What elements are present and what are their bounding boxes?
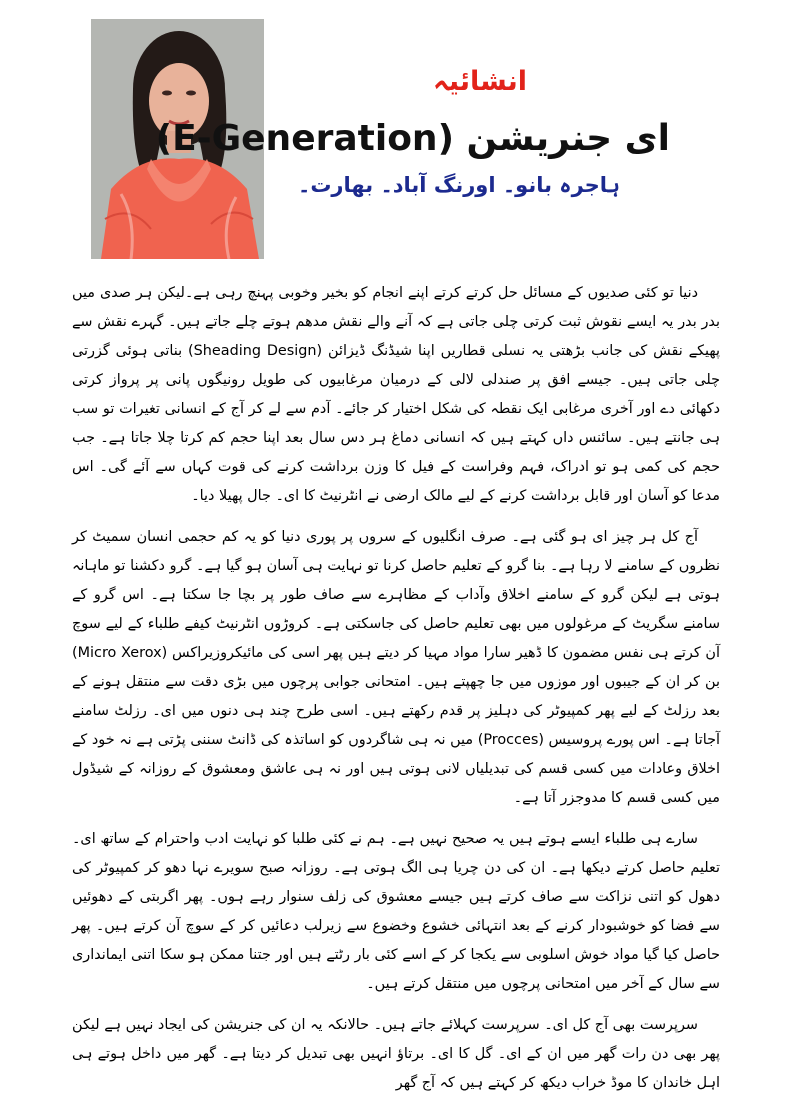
article-paragraph: دنیا تو کئی صدیوں کے مسائل حل کرتے کرتے اپنے انجام کو بخیر وخوبی پہنچ رہی ہے۔لیکن ہر صدی میں بدر بدر یہ ایسے نقوش ثبت کرتی چلی جاتی ہے کہ آنے والے نقش مدھم ہوتے چلے جاتے ہیں۔ گہرے نقش سے پھیکے نقش کی جانب بڑھتی یہ نسلی قطاریں اپنا شیڈنگ ڈیزائن (Sheading Design) بناتی ہوئی گزرتی چلی جاتی ہیں۔ جیسے افق پر صندلی لالی کے درمیان مرغابیوں کی طویل رونیگوں پانی پر پرواز کرتی دکھائی دے اور آخری مرغابی ایک نقطہ کی شکل اختیار کر جائے۔ آدم سے لے کر آج کے انسانی تغیرات تو سب ہی جانتے ہیں۔ سائنس داں کہتے ہیں کہ انسانی دماغ ہر دس سال بعد اپنا حجم کم کرتا چلا جاتا ہے۔ جب حجم کی کمی ہو تو ادراک، فہم وفراست کے فیل کا وزن برداشت کرنے کی قوت کہاں سے آئے گی۔ اس مدعا کو آسان اور قابل برداشت کرنے کے لیے مالک ارضی نے انٹرنیٹ کا ای۔ جال پھیلا دیا۔ — [72, 285, 720, 504]
author-byline: ہاجرہ بانو۔ اورنگ آباد۔ بھارت۔ — [298, 173, 620, 197]
article-paragraph: سارے ہی طلباء ایسے ہوتے ہیں یہ صحیح نہیں ہے۔ ہم نے کئی طلبا کو نہایت ادب واحترام کے ساتھ ای۔ تعلیم حاصل کرتے دیکھا ہے۔ ان کی دن چریا ہی الگ ہوتی ہے۔ روزانہ صبح سویرے نہا دھو کر کمپیوٹر کی دھول کو اتنی نزاکت سے صاف کرتے ہیں جیسے معشوق کی زلف سنوار رہے ہوں۔ پھر اگربتی کے دھوئیں سے فضا کو خوشبودار کرنے کے بعد انتہائی خشوع وخضوع سے زیرلب دعائیں کر کے سوچ آن کرتے ہیں۔ پھر حاصل کیا گیا مواد خوش اسلوبی سے یکجا کر کے اسے کئی بار رٹتے ہیں اور جتنا ممکن ہو سکا اتنی ایمانداری سے سال کے آخر میں امتحانی پرچوں میں منتقل کرتے ہیں۔ — [72, 831, 720, 992]
genre-heading: انشائیہ — [433, 66, 527, 97]
article-body — [72, 279, 720, 1110]
article-paragraph: آج کل ہر چیز ای ہو گئی ہے۔ صرف انگلیوں کے سروں پر پوری دنیا کو یہ کم حجمی انسان سمیٹ کر نظروں کے سامنے لا رہا ہے۔ بنا گرو کے تعلیم حاصل کرنا تو نہایت ہی آسان ہو گیا ہے۔ گرو دکشنا تو ماہانہ ہوتی ہے لیکن گرو کے سامنے اخلاق وآداب کے مظاہرے سے صاف طور پر بچا جا سکتا ہے۔ اس گرو کے سامنے سگریٹ کے مرغولوں میں بھی تعلیم حاصل کی جاسکتی ہے۔ کروڑوں انٹرنیٹ کیفے طلباء کے لیے سوچ آن کرتے ہی نفس مضمون کا ڈھیر سارا مواد مہیا کر دیتے ہیں پھر اسی کی مائیکروزیراکس (Micro Xerox) بن کر ان کے جیبوں اور موزوں میں جا چھپتے ہیں۔ امتحانی جوابی پرچوں میں بڑی دقت سے منتقل ہونے کے بعد رزلٹ کے لیے پھر کمپیوٹر کی دہلیز پر قدم رکھتے ہیں۔ اسی طرح چند ہی دنوں میں ای۔ رزلٹ سامنے آجاتا ہے۔ اس پورے پروسیس (Procces) میں نہ ہی شاگردوں کو اساتذہ کی ڈانٹ سننی پڑتی ہے نہ خود کے اخلاق وعادات میں کسی قسم کی تبدیلیاں لانی ہوتی ہیں اور نہ ہی عاشق ومعشوق کے روزانہ کے شیڈول میں کسی قسم کا مدوجزر آتا ہے۔ — [72, 529, 720, 806]
article-paragraph: سرپرست بھی آج کل ای۔ سرپرست کہلائے جاتے ہیں۔ حالانکہ یہ ان کی جنریشن کی ایجاد نہیں ہے لیکن پھر بھی دن رات گھر میں ان کے ای۔ گل کا ای۔ برتاؤ انہیں بھی تبدیل کر دیتا ہے۔ گھر میں داخل ہوتے ہی اہل خاندان کا موڈ خراب دیکھ کر کہتے ہیں کہ آج گھر — [71, 1017, 720, 1091]
article-title: ای جنریشن (E-Generation) — [155, 118, 670, 159]
